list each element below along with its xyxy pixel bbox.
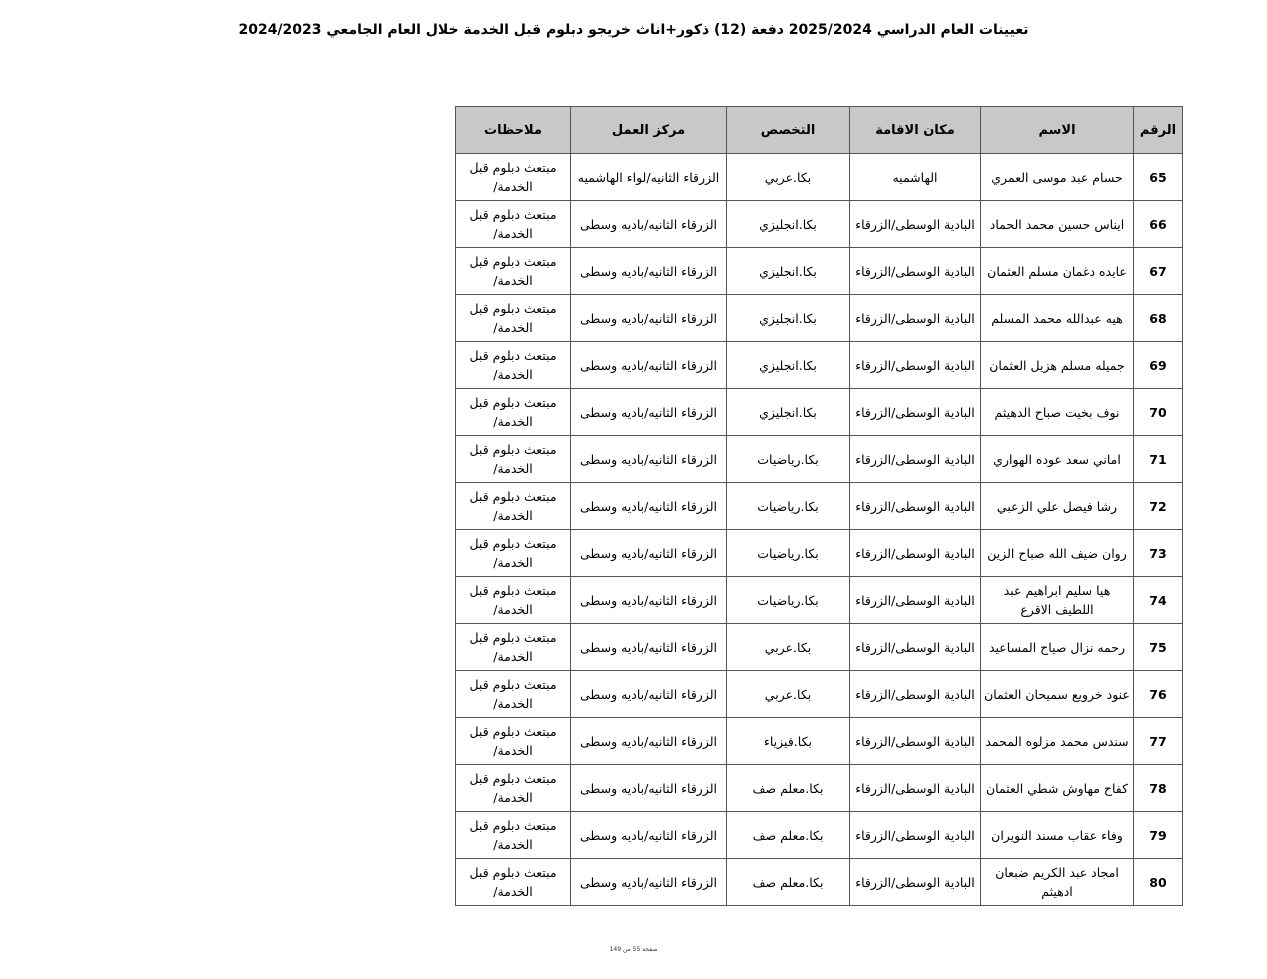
cell-workplace: الزرقاء الثانيه/باديه وسطى — [571, 859, 727, 906]
cell-name: عنود خرويع سميحان العثمان — [981, 671, 1134, 718]
cell-notes: مبتعث دبلوم قبل الخدمة/ — [456, 201, 571, 248]
cell-num: 72 — [1134, 483, 1183, 530]
header-residence: مكان الاقامة — [850, 107, 981, 154]
cell-name: رحمه نزال صياح المساعيد — [981, 624, 1134, 671]
table-row — [456, 201, 1183, 248]
table-row — [456, 859, 1183, 906]
cell-name: امجاد عبد الكريم ضبعان ادهيثم — [981, 859, 1134, 906]
cell-notes: مبتعث دبلوم قبل الخدمة/ — [456, 342, 571, 389]
cell-residence: البادية الوسطى/الزرقاء — [850, 718, 981, 765]
cell-residence: البادية الوسطى/الزرقاء — [850, 295, 981, 342]
table-row — [456, 577, 1183, 624]
cell-residence: البادية الوسطى/الزرقاء — [850, 765, 981, 812]
table-row — [456, 765, 1183, 812]
cell-name: هيا سليم ابراهيم عبد اللطيف الاقرع — [981, 577, 1134, 624]
table-header-row — [456, 107, 1183, 154]
cell-num: 66 — [1134, 201, 1183, 248]
cell-num: 74 — [1134, 577, 1183, 624]
cell-specialty: بكا.انجليزي — [727, 295, 850, 342]
cell-residence: البادية الوسطى/الزرقاء — [850, 812, 981, 859]
cell-specialty: بكا.معلم صف — [727, 812, 850, 859]
cell-name: هيه عبدالله محمد المسلم — [981, 295, 1134, 342]
cell-specialty: بكا.عربي — [727, 671, 850, 718]
header-num: الرقم — [1134, 107, 1183, 154]
cell-residence: الهاشميه — [850, 154, 981, 201]
table-row — [456, 530, 1183, 577]
cell-specialty: بكا.انجليزي — [727, 389, 850, 436]
cell-num: 68 — [1134, 295, 1183, 342]
cell-name: نوف بخيت صباح الدهيثم — [981, 389, 1134, 436]
cell-name: كفاح مهاوش شطي العثمان — [981, 765, 1134, 812]
table-row — [456, 624, 1183, 671]
cell-specialty: بكا.عربي — [727, 154, 850, 201]
cell-workplace: الزرقاء الثانيه/باديه وسطى — [571, 342, 727, 389]
cell-name: جميله مسلم هزيل العثمان — [981, 342, 1134, 389]
cell-residence: البادية الوسطى/الزرقاء — [850, 248, 981, 295]
cell-specialty: بكا.رياضيات — [727, 530, 850, 577]
cell-residence: البادية الوسطى/الزرقاء — [850, 436, 981, 483]
header-workplace: مركز العمل — [571, 107, 727, 154]
table-row — [456, 671, 1183, 718]
cell-specialty: بكا.عربي — [727, 624, 850, 671]
cell-name: اماني سعد عوده الهواري — [981, 436, 1134, 483]
cell-num: 80 — [1134, 859, 1183, 906]
cell-notes: مبتعث دبلوم قبل الخدمة/ — [456, 859, 571, 906]
cell-notes: مبتعث دبلوم قبل الخدمة/ — [456, 765, 571, 812]
cell-notes: مبتعث دبلوم قبل الخدمة/ — [456, 154, 571, 201]
cell-num: 71 — [1134, 436, 1183, 483]
table-row — [456, 812, 1183, 859]
cell-workplace: الزرقاء الثانيه/باديه وسطى — [571, 248, 727, 295]
cell-workplace: الزرقاء الثانيه/باديه وسطى — [571, 436, 727, 483]
cell-workplace: الزرقاء الثانيه/لواء الهاشميه — [571, 154, 727, 201]
cell-workplace: الزرقاء الثانيه/باديه وسطى — [571, 671, 727, 718]
cell-name: وفاء عقاب مسند النويران — [981, 812, 1134, 859]
cell-notes: مبتعث دبلوم قبل الخدمة/ — [456, 295, 571, 342]
cell-residence: البادية الوسطى/الزرقاء — [850, 342, 981, 389]
cell-workplace: الزرقاء الثانيه/باديه وسطى — [571, 530, 727, 577]
cell-notes: مبتعث دبلوم قبل الخدمة/ — [456, 577, 571, 624]
cell-num: 75 — [1134, 624, 1183, 671]
cell-residence: البادية الوسطى/الزرقاء — [850, 530, 981, 577]
cell-residence: البادية الوسطى/الزرقاء — [850, 624, 981, 671]
cell-notes: مبتعث دبلوم قبل الخدمة/ — [456, 530, 571, 577]
page-footer: صفحة 55 من 149 — [609, 946, 658, 953]
cell-specialty: بكا.فيزياء — [727, 718, 850, 765]
table-row — [456, 389, 1183, 436]
appointments-table — [455, 106, 1183, 906]
cell-notes: مبتعث دبلوم قبل الخدمة/ — [456, 718, 571, 765]
header-notes: ملاحظات — [456, 107, 571, 154]
cell-name: رشا فيصل علي الزعبي — [981, 483, 1134, 530]
cell-num: 67 — [1134, 248, 1183, 295]
header-name: الاسم — [981, 107, 1134, 154]
cell-num: 73 — [1134, 530, 1183, 577]
cell-name: روان ضيف الله صباح الزين — [981, 530, 1134, 577]
cell-specialty: بكا.انجليزي — [727, 248, 850, 295]
cell-residence: البادية الوسطى/الزرقاء — [850, 389, 981, 436]
cell-residence: البادية الوسطى/الزرقاء — [850, 201, 981, 248]
cell-num: 69 — [1134, 342, 1183, 389]
cell-notes: مبتعث دبلوم قبل الخدمة/ — [456, 389, 571, 436]
cell-workplace: الزرقاء الثانيه/باديه وسطى — [571, 624, 727, 671]
header-specialty: التخصص — [727, 107, 850, 154]
cell-specialty: بكا.انجليزي — [727, 201, 850, 248]
cell-workplace: الزرقاء الثانيه/باديه وسطى — [571, 201, 727, 248]
cell-num: 77 — [1134, 718, 1183, 765]
cell-name: ايناس حسين محمد الحماد — [981, 201, 1134, 248]
cell-workplace: الزرقاء الثانيه/باديه وسطى — [571, 812, 727, 859]
table-row — [456, 483, 1183, 530]
cell-notes: مبتعث دبلوم قبل الخدمة/ — [456, 624, 571, 671]
cell-specialty: بكا.انجليزي — [727, 342, 850, 389]
cell-residence: البادية الوسطى/الزرقاء — [850, 483, 981, 530]
cell-name: حسام عبد موسى العمري — [981, 154, 1134, 201]
cell-num: 78 — [1134, 765, 1183, 812]
table-row — [456, 248, 1183, 295]
table-row — [456, 154, 1183, 201]
cell-notes: مبتعث دبلوم قبل الخدمة/ — [456, 436, 571, 483]
cell-workplace: الزرقاء الثانيه/باديه وسطى — [571, 577, 727, 624]
cell-num: 65 — [1134, 154, 1183, 201]
cell-residence: البادية الوسطى/الزرقاء — [850, 671, 981, 718]
cell-notes: مبتعث دبلوم قبل الخدمة/ — [456, 671, 571, 718]
cell-specialty: بكا.معلم صف — [727, 859, 850, 906]
cell-workplace: الزرقاء الثانيه/باديه وسطى — [571, 718, 727, 765]
cell-workplace: الزرقاء الثانيه/باديه وسطى — [571, 389, 727, 436]
cell-specialty: بكا.معلم صف — [727, 765, 850, 812]
cell-specialty: بكا.رياضيات — [727, 577, 850, 624]
cell-notes: مبتعث دبلوم قبل الخدمة/ — [456, 248, 571, 295]
cell-residence: البادية الوسطى/الزرقاء — [850, 859, 981, 906]
table-row — [456, 342, 1183, 389]
page-title: تعيينات العام الدراسي 2025/2024 دفعة (12) ذكور+اناث خريجو دبلوم قبل الخدمة خلال العام الجامعي 2024/2023 — [238, 22, 1029, 38]
cell-name: سندس محمد مزلوه المحمد — [981, 718, 1134, 765]
cell-num: 79 — [1134, 812, 1183, 859]
cell-specialty: بكا.رياضيات — [727, 436, 850, 483]
cell-workplace: الزرقاء الثانيه/باديه وسطى — [571, 295, 727, 342]
cell-residence: البادية الوسطى/الزرقاء — [850, 577, 981, 624]
cell-num: 76 — [1134, 671, 1183, 718]
cell-num: 70 — [1134, 389, 1183, 436]
cell-specialty: بكا.رياضيات — [727, 483, 850, 530]
cell-workplace: الزرقاء الثانيه/باديه وسطى — [571, 765, 727, 812]
cell-workplace: الزرقاء الثانيه/باديه وسطى — [571, 483, 727, 530]
table-row — [456, 436, 1183, 483]
cell-name: عايده دغمان مسلم العثمان — [981, 248, 1134, 295]
table-row — [456, 718, 1183, 765]
cell-notes: مبتعث دبلوم قبل الخدمة/ — [456, 812, 571, 859]
table-row — [456, 295, 1183, 342]
cell-notes: مبتعث دبلوم قبل الخدمة/ — [456, 483, 571, 530]
